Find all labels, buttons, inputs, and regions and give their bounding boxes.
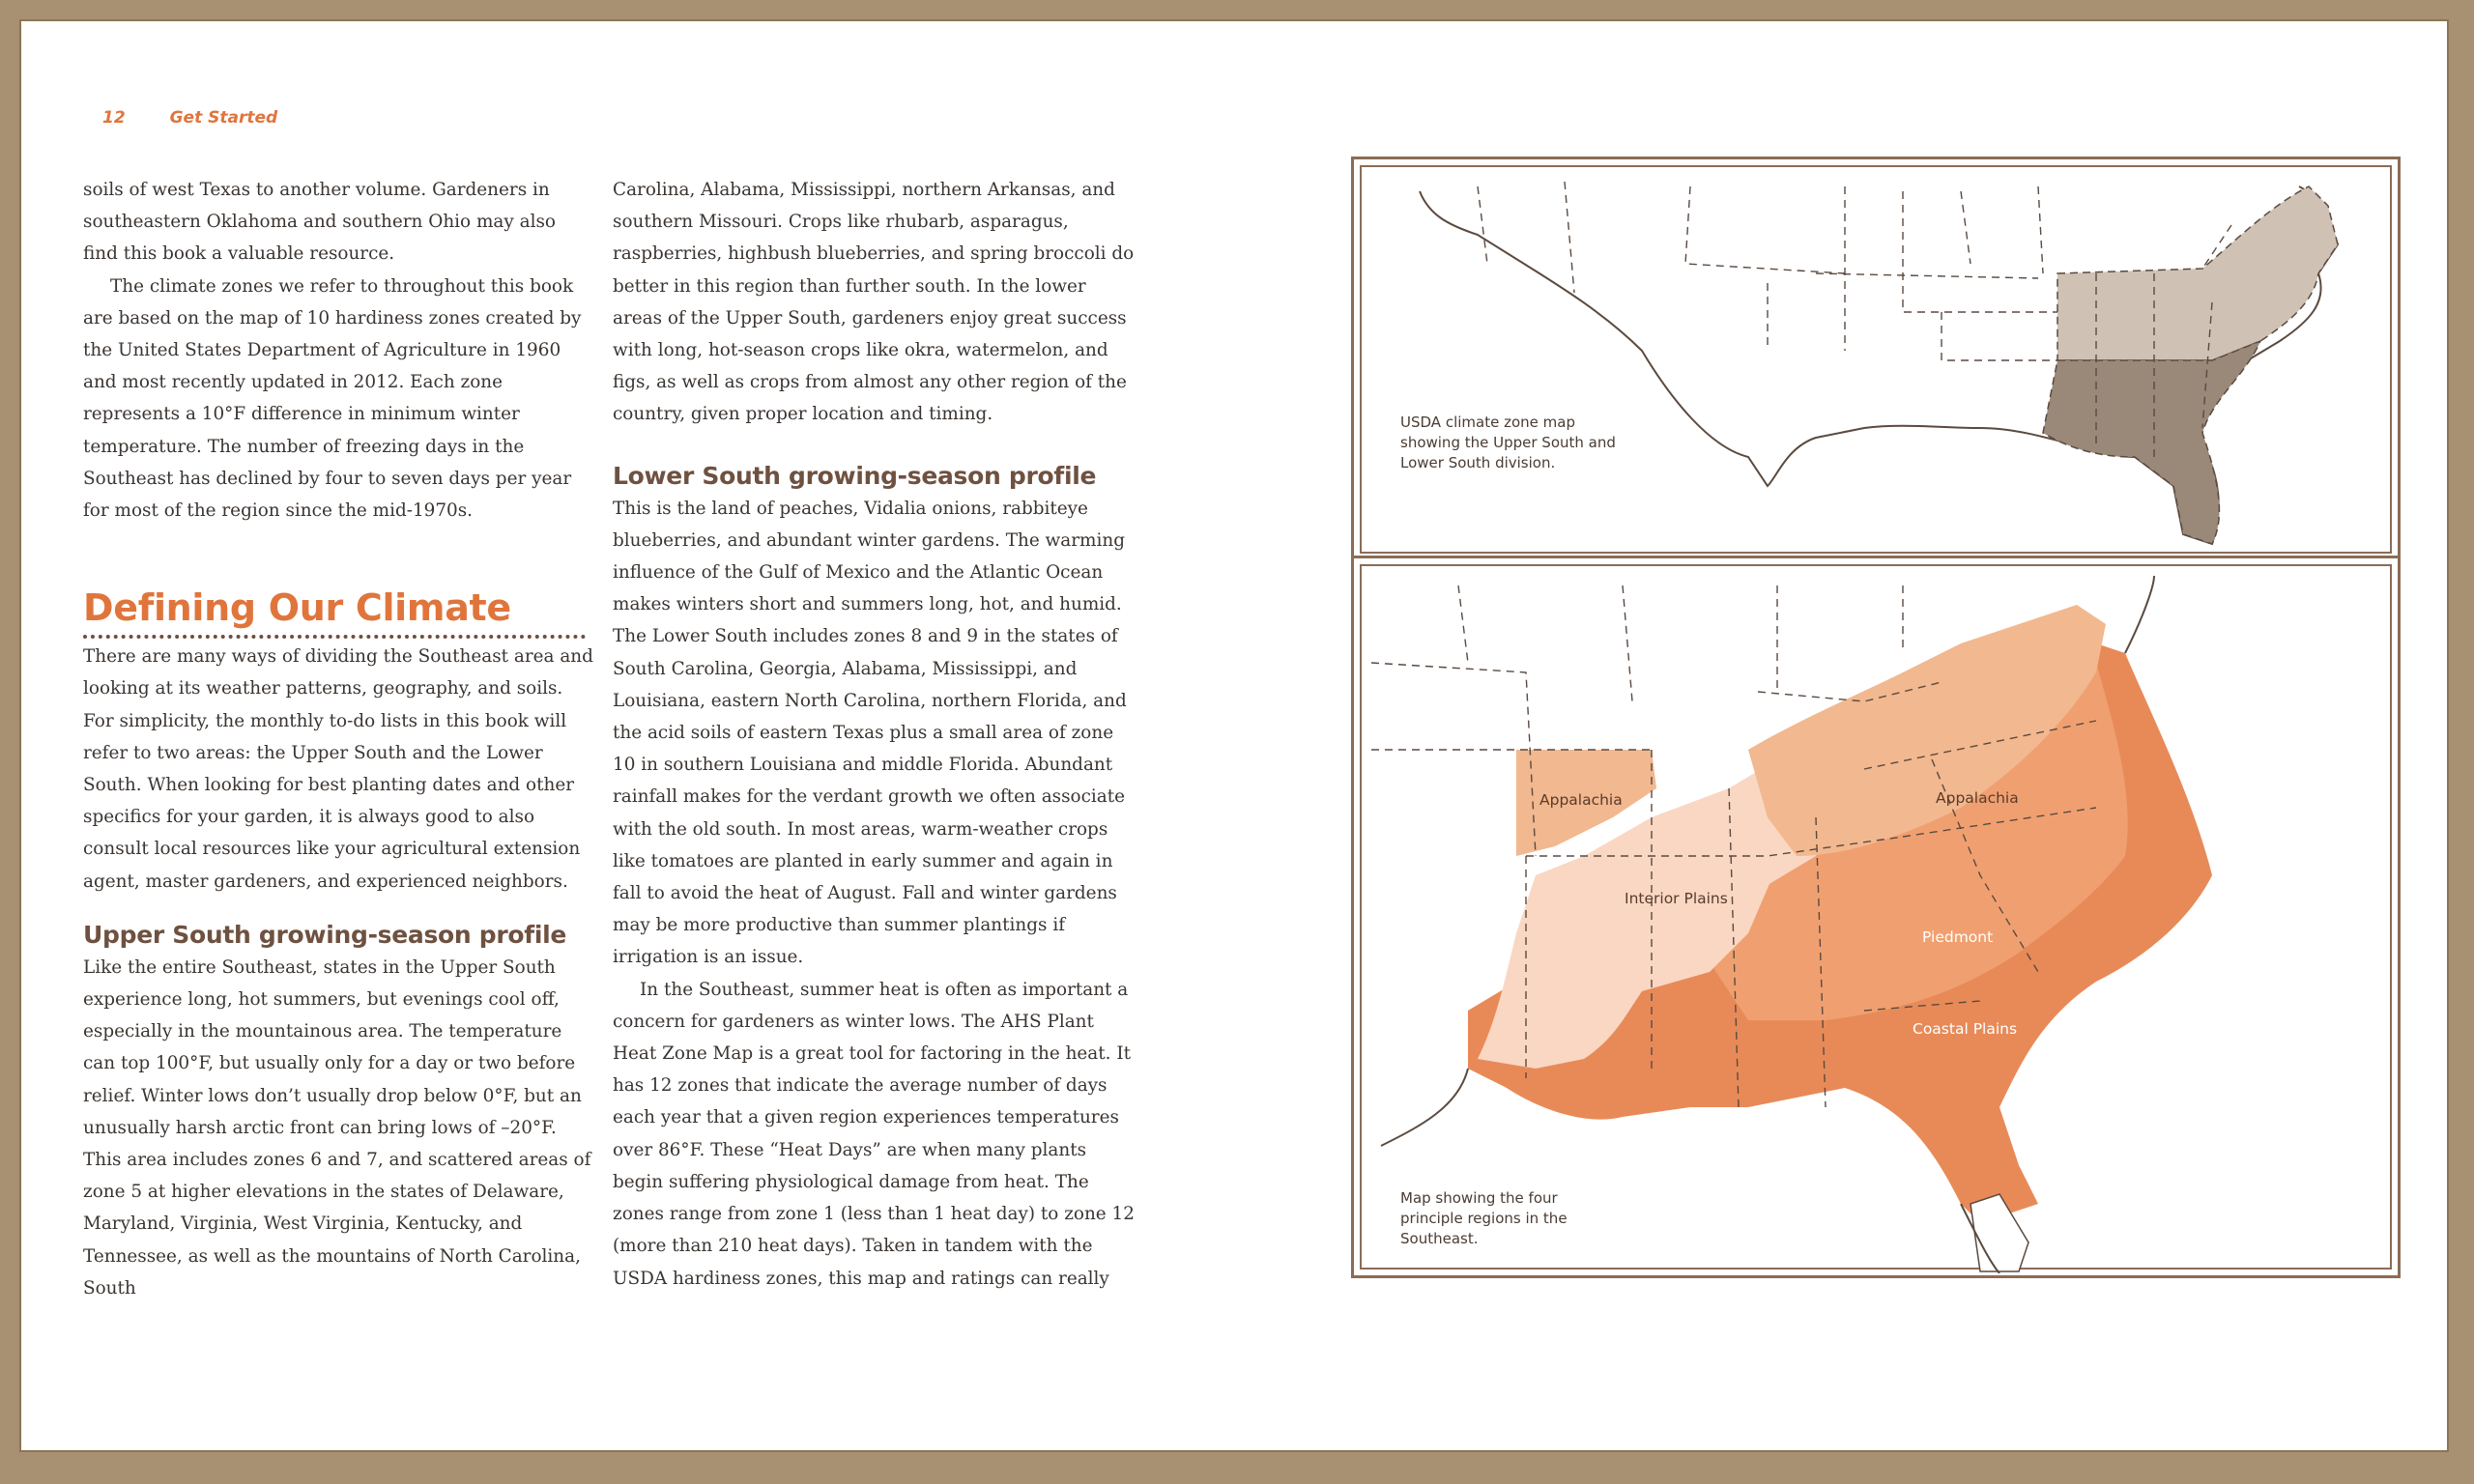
usda-zone-map-graphic xyxy=(1362,167,2396,557)
paragraph: Carolina, Alabama, Mississippi, northern Arkansas, and southern Missouri. Crops like rhubarb, asparagus, raspberries, highbush blueberries, and spring broccoli do better in this region than further south. In the lower areas of the Upper South, gardeners enjoy great success with long, hot-season crops like okra, watermelon, and figs, as well as crops from almost any other region of the country, given proper location and timing. xyxy=(613,180,1135,425)
region-label-interior-plains: Interior Plains xyxy=(1625,890,1728,907)
paragraph: Like the entire Southeast, states in the Upper South experience long, hot summers, but evenings cool off, especially in the mountainous area. The temperature can top 100°F, but usually only for a day or two before relief. Winter lows don’t usually drop below 0°F, but an unusually harsh arctic front can bring lows of –20°F. This area includes zones 6 and 7, and scattered areas of zone 5 at higher elevations in the states of Delaware, Maryland, Virginia, West Virginia, Kentucky, and Tennessee, as well as the mountains of North Carolina, South xyxy=(83,956,591,1298)
regions-map-graphic xyxy=(1362,566,2396,1273)
map-caption: USDA climate zone map showing the Upper South and Lower South division. xyxy=(1400,414,1616,471)
usda-zone-map xyxy=(1351,157,2401,562)
paragraph: soils of west Texas to another volume. Gardeners in southeastern Oklahoma and southern Ohio may also find this book a valuable resource. xyxy=(83,180,556,265)
right-text-column xyxy=(613,174,1135,1295)
paragraph: The climate zones we refer to throughout this book are based on the map of 10 hardiness zones created by the United States Department of Agriculture in 1960 and most recently updated in 2012. Each zone represents a 10°F difference in minimum winter temperature. The number of freezing days in the Southeast has declined by four to seven days per year for most of the region since the mid-1970s. xyxy=(83,275,582,522)
running-header xyxy=(102,108,277,128)
left-text-column xyxy=(83,174,595,1304)
region-label-appalachia-east: Appalachia xyxy=(1936,789,2019,807)
region-label-piedmont: Piedmont xyxy=(1922,928,1994,946)
region-label-appalachia-west: Appalachia xyxy=(1539,791,1623,809)
paragraph: There are many ways of dividing the Southeast area and looking at its weather patterns, geography, and soils. For simplicity, the monthly to-do lists in this book will refer to two areas: the Upper South and the Lower South. When looking for best planting dates and other specifics for your garden, it is always good to also consult local resources like your agricultural extension agent, master gardeners, and experienced neighbors. xyxy=(83,646,593,892)
paragraph: In the Southeast, summer heat is often as important a concern for gardeners as winter lows. The AHS Plant Heat Zone Map is a great tool for factoring in the heat. It has 12 zones that indicate the average number of days each year that a given region experiences temperatures over 86°F. These “Heat Days” are when many plants begin suffering physiological damage from heat. The zones range from zone 1 (less than 1 heat day) to zone 12 (more than 210 heat days). Taken in tandem with the USDA hardiness zones, this map and ratings can really xyxy=(613,979,1135,1289)
region-label-coastal-plains: Coastal Plains xyxy=(1913,1020,2018,1038)
regions-map xyxy=(1351,556,2401,1278)
paragraph: This is the land of peaches, Vidalia onions, rabbiteye blueberries, and abundant winter gardens. The warming influence of the Gulf of Mexico and the Atlantic Ocean makes winters short and summers long, hot, and humid. The Lower South includes zones 8 and 9 in the states of South Carolina, Georgia, Alabama, Mississippi, and Louisiana, eastern North Carolina, northern Florida, and the acid soils of eastern Texas plus a small area of zone 10 in southern Louisiana and middle Florida. Abundant rainfall makes for the verdant growth we often associate with the old south. In most areas, warm-weather crops like tomatoes are planted in early summer and again in fall to avoid the heat of August. Fall and winter gardens may be more productive than summer plantings if irrigation is an issue. xyxy=(613,498,1127,968)
page-number: 12 xyxy=(102,108,126,128)
map-caption: Map showing the four principle regions in the Southeast. xyxy=(1400,1189,1568,1247)
subsection-heading: Upper South growing-season profile xyxy=(83,920,567,949)
subsection-heading: Lower South growing-season profile xyxy=(613,461,1097,490)
section-heading: Defining Our Climate xyxy=(83,586,586,639)
section-title: Get Started xyxy=(169,108,278,128)
